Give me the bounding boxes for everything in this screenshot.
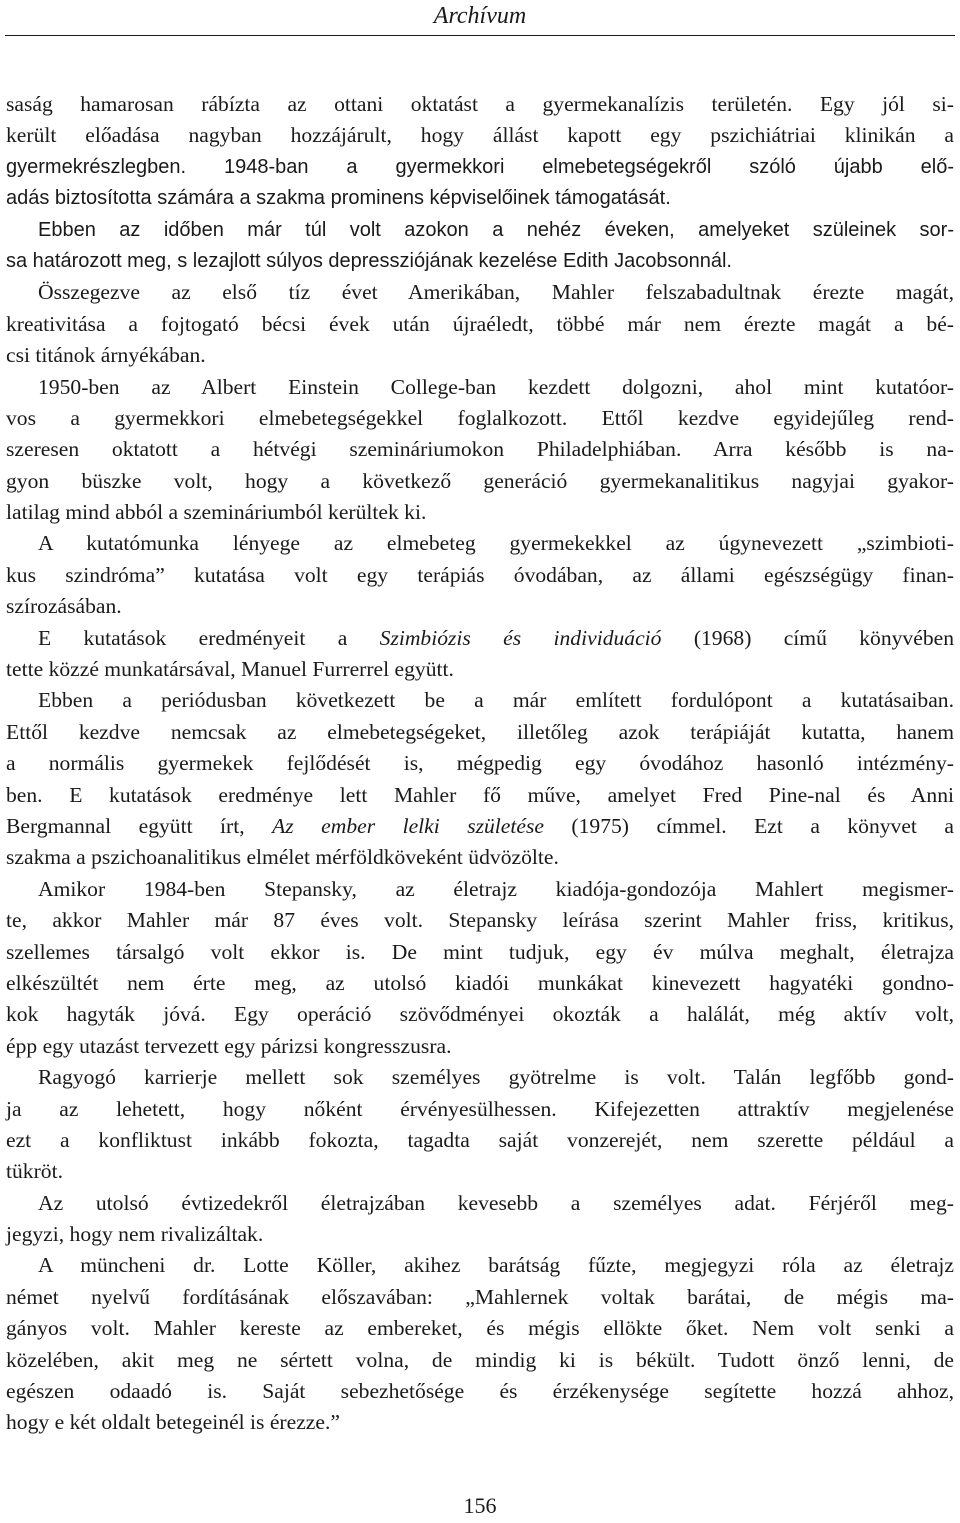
text-line: német nyelvű fordításának előszavában: „Mahlernek voltak barátai, de mégis ma- bbox=[6, 1284, 954, 1309]
text-line: A müncheni dr. Lotte Köller, akihez barátság fűzte, megjegyzi róla az életrajz bbox=[38, 1253, 954, 1278]
text-segment: Bergmannal együtt írt, bbox=[6, 813, 273, 838]
text-line: csi titánok árnyékában. bbox=[6, 343, 206, 368]
text-line: került előadása nagyban hozzájárult, hogy állást kapott egy pszichiátriai klinikán a bbox=[6, 123, 954, 148]
text-line: Ebben az időben már túl volt azokon a nehéz éveken, amelyeket szüleinek sor- bbox=[38, 218, 954, 241]
text-line: szakma a pszichoanalitikus elmélet mérföldköveként üdvözölte. bbox=[6, 845, 559, 870]
text-line: egészen odaadó is. Saját sebezhetősége és érzékenysége segítette hozzá ahhoz, bbox=[6, 1379, 954, 1404]
text-line: elkészültét nem érte meg, az utolsó kiadói munkákat kinevezett hagyatéki gondno- bbox=[6, 970, 954, 995]
text-line: Az utolsó évtizedekről életrajzában kevesebb a személyes adat. Férjéről meg- bbox=[38, 1190, 954, 1215]
text-line: szírozásában. bbox=[6, 594, 122, 619]
text-line: latilag mind abból a szemináriumból kerültek ki. bbox=[6, 500, 427, 525]
text-line: 1950-ben az Albert Einstein College-ban kezdett dolgozni, ahol mint kutatóor- bbox=[38, 374, 954, 399]
text-line: kus szindróma” kutatása volt egy terápiás óvodában, az állami egészségügy finan- bbox=[6, 562, 954, 587]
book-title: Az ember lelki születése bbox=[272, 813, 544, 838]
text-line: szeresen oktatott a hétvégi szemináriumokon Philadelphiában. Arra később is na- bbox=[6, 437, 954, 462]
text-line: gyon büszke volt, hogy a következő generáció gyermekanalitikus nagyjai gyakor- bbox=[6, 468, 954, 493]
text-line: épp egy utazást tervezett egy párizsi kongresszusra. bbox=[6, 1033, 452, 1058]
text-line: Ebben a periódusban következett be a már említett fordulópont a kutatásaiban. bbox=[38, 688, 954, 713]
text-line: adás biztosította számára a szakma prominens képviselőinek támogatását. bbox=[6, 187, 671, 210]
text-line: a normális gyermekek fejlődését is, mégpedig egy óvodához hasonló intézmény- bbox=[6, 751, 954, 776]
body-text bbox=[6, 89, 954, 1439]
text-line: Összegezve az első tíz évet Amerikában, Mahler felszabadultnak érezte magát, bbox=[38, 280, 954, 305]
text-line: tette közzé munkatársával, Manuel Furrerrel együtt. bbox=[6, 657, 454, 682]
text-line: Amikor 1984-ben Stepansky, az életrajz kiadója-gondozója Mahlert megismer- bbox=[38, 876, 954, 901]
page-number: 156 bbox=[463, 1493, 497, 1518]
text-line: gányos volt. Mahler kereste az embereket, és mégis ellökte őket. Nem volt senki a bbox=[6, 1316, 954, 1341]
text-line: sa határozott meg, s lezajlott súlyos depressziójának kezelése Edith Jacobsonnál. bbox=[6, 249, 732, 272]
text-line: ja az lehetett, hogy nőként érvényesülhessen. Kifejezetten attraktív megjelenése bbox=[6, 1096, 954, 1121]
text-line bbox=[6, 623, 954, 654]
text-line: hogy e két oldalt betegeinél is érezze.” bbox=[6, 1410, 340, 1435]
text-line: Ragyogó karrierje mellett sok személyes gyötrelme is volt. Talán legfőbb gond- bbox=[38, 1065, 954, 1090]
header-divider bbox=[5, 35, 955, 36]
text-line: te, akkor Mahler már 87 éves volt. Stepansky leírása szerint Mahler friss, kritikus, bbox=[6, 908, 954, 933]
running-title: Archívum bbox=[433, 3, 527, 29]
page-header bbox=[0, 0, 960, 38]
text-line: A kutatómunka lényege az elmebeteg gyermekekkel az úgynevezett „szimbioti- bbox=[38, 531, 954, 556]
text-line: kok hagyták jóvá. Egy operáció szövődményei okozták a halálát, még aktív volt, bbox=[6, 1002, 954, 1027]
text-segment: (1975) címmel. Ezt a könyvet a bbox=[543, 813, 954, 838]
text-line: jegyzi, hogy nem rivalizáltak. bbox=[6, 1222, 264, 1247]
text-line: tükröt. bbox=[6, 1159, 63, 1184]
text-segment: (1968) című könyvében bbox=[661, 625, 954, 650]
text-segment: E kutatások eredményeit a bbox=[38, 625, 380, 650]
text-line: gyermekrészlegben. 1948-ban a gyermekkori elmebetegségekről szóló újabb elő- bbox=[6, 155, 954, 178]
text-line: Ettől kezdve nemcsak az elmebetegségeket, illetőleg azok terápiáját kutatta, hanem bbox=[6, 719, 954, 744]
text-line: ben. E kutatások eredménye lett Mahler fő műve, amelyet Fred Pine-nal és Anni bbox=[6, 782, 954, 807]
text-line: saság hamarosan rábízta az ottani oktatást a gyermekanalízis területén. Egy jól si- bbox=[6, 92, 954, 116]
text-line: kreativitása a fojtogató bécsi évek után újraéledt, többé már nem érezte magát a bé- bbox=[6, 311, 954, 336]
text-line: ezt a konfliktust inkább fokozta, tagadta saját vonzerejét, nem szerette például a bbox=[6, 1127, 954, 1152]
text-line: közelében, akit meg ne sértett volna, de mindig ki is békült. Tudott önző lenni, de bbox=[6, 1347, 954, 1372]
text-line: szellemes társalgó volt ekkor is. De mint tudjuk, egy év múlva meghalt, életrajza bbox=[6, 939, 954, 964]
book-title: Szimbiózis és individuáció bbox=[379, 625, 662, 650]
text-line: vos a gyermekkori elmebetegségekkel foglalkozott. Ettől kezdve egyidejűleg rend- bbox=[6, 405, 954, 430]
text-line bbox=[6, 811, 954, 842]
